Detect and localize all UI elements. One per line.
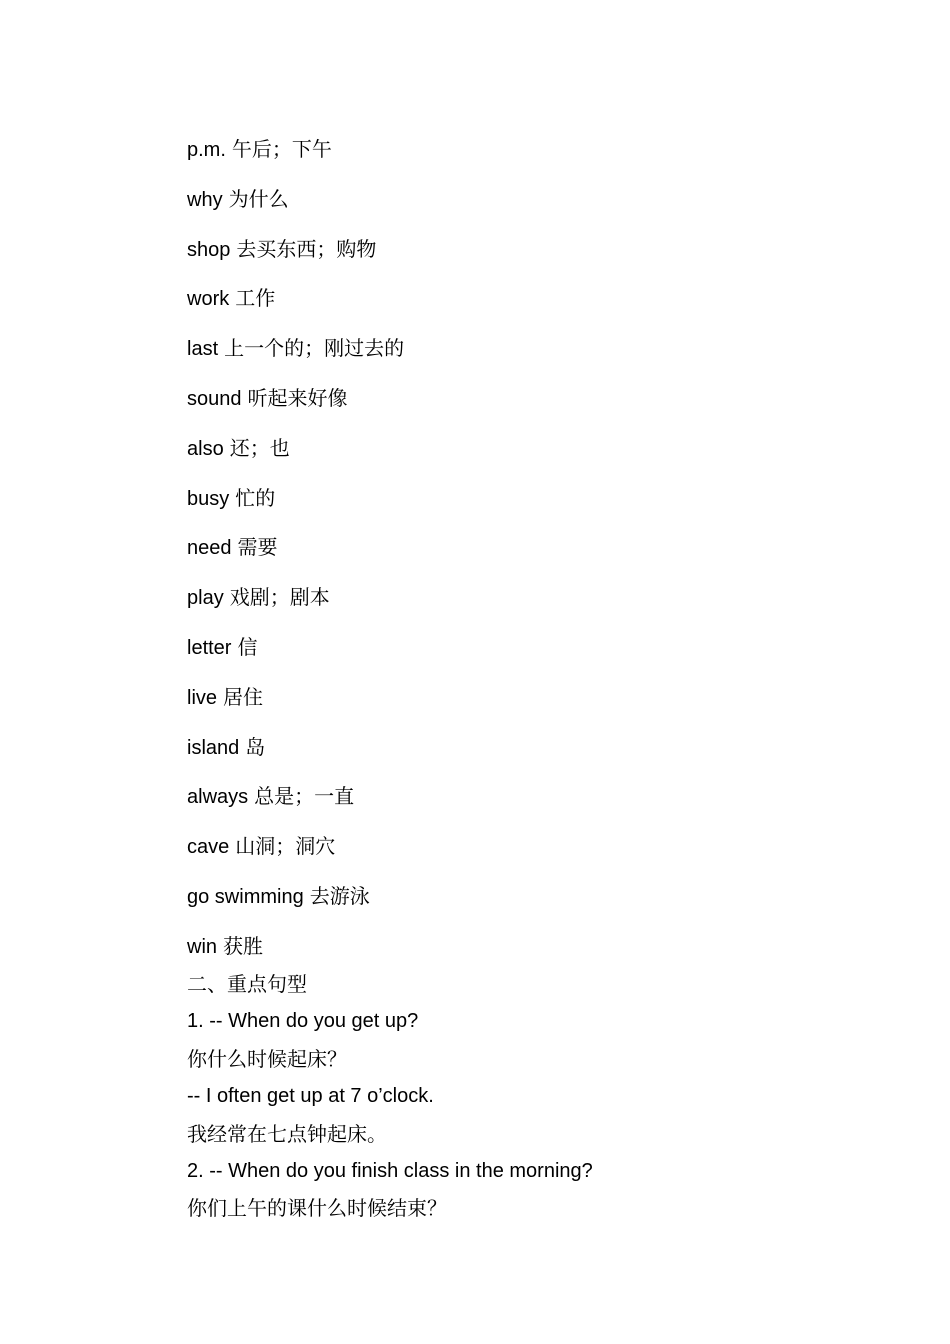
vocab-english: sound <box>187 387 242 410</box>
vocab-chinese: 山洞；洞穴 <box>235 834 336 859</box>
vocab-item <box>187 483 404 533</box>
vocab-item <box>187 881 404 931</box>
vocab-item <box>187 732 404 782</box>
vocabulary-list <box>187 134 404 981</box>
vocab-english: go swimming <box>187 885 304 908</box>
key-sentences-section <box>187 967 593 1229</box>
vocab-item <box>187 333 404 383</box>
vocab-item <box>187 134 404 184</box>
vocab-item <box>187 632 404 682</box>
vocab-english: why <box>187 188 223 211</box>
vocab-chinese: 午后；下午 <box>231 137 332 161</box>
section-heading: 二、重点句型 <box>187 972 307 996</box>
sentence-line: 1. -- When do you get up? <box>187 1010 419 1033</box>
sentence-line: 你们上午的课什么时候结束？ <box>187 1196 447 1221</box>
vocab-chinese: 居住 <box>223 684 264 709</box>
vocab-english: also <box>187 437 224 460</box>
vocab-chinese: 需要 <box>237 535 278 560</box>
vocab-english: need <box>187 537 232 560</box>
vocab-item <box>187 433 404 483</box>
vocab-chinese: 戏剧；剧本 <box>229 585 330 610</box>
vocab-english: live <box>187 686 218 709</box>
vocab-english: cave <box>187 836 230 859</box>
vocab-english: work <box>187 288 230 311</box>
vocab-chinese: 去买东西；购物 <box>236 236 377 261</box>
sentence-line: 我经常在七点钟起床。 <box>187 1121 387 1146</box>
vocab-item <box>187 532 404 582</box>
sentence-line: 2. -- When do you finish class in the morning? <box>187 1159 593 1182</box>
vocab-english: win <box>187 935 218 958</box>
vocab-chinese: 岛 <box>245 734 266 759</box>
vocab-chinese: 总是；一直 <box>254 784 355 809</box>
vocab-chinese: 上一个的；刚过去的 <box>224 336 405 361</box>
vocab-english: last <box>187 338 219 361</box>
sentence-line: -- I often get up at 7 o’clock. <box>187 1085 434 1108</box>
vocab-chinese: 忙的 <box>235 485 276 510</box>
vocab-chinese: 还；也 <box>229 435 290 460</box>
vocab-item <box>187 582 404 632</box>
vocab-chinese: 工作 <box>235 286 276 311</box>
vocab-chinese: 获胜 <box>223 933 264 958</box>
vocab-chinese: 听起来好像 <box>247 385 348 410</box>
vocab-english: busy <box>187 487 230 510</box>
vocab-chinese: 信 <box>237 634 258 659</box>
vocab-item <box>187 781 404 831</box>
vocab-english: p.m. <box>187 139 226 161</box>
vocab-item <box>187 283 404 333</box>
vocab-item <box>187 682 404 732</box>
vocab-english: letter <box>187 636 232 659</box>
vocab-item <box>187 234 404 284</box>
vocab-english: island <box>187 736 240 759</box>
vocab-english: always <box>187 786 249 809</box>
vocab-english: shop <box>187 238 231 261</box>
vocab-item <box>187 184 404 234</box>
vocab-item <box>187 831 404 881</box>
vocab-english: play <box>187 587 224 610</box>
vocab-chinese: 为什么 <box>228 186 289 211</box>
sentence-line: 你什么时候起床？ <box>187 1046 347 1071</box>
vocab-chinese: 去游泳 <box>309 883 370 908</box>
vocab-item <box>187 383 404 433</box>
